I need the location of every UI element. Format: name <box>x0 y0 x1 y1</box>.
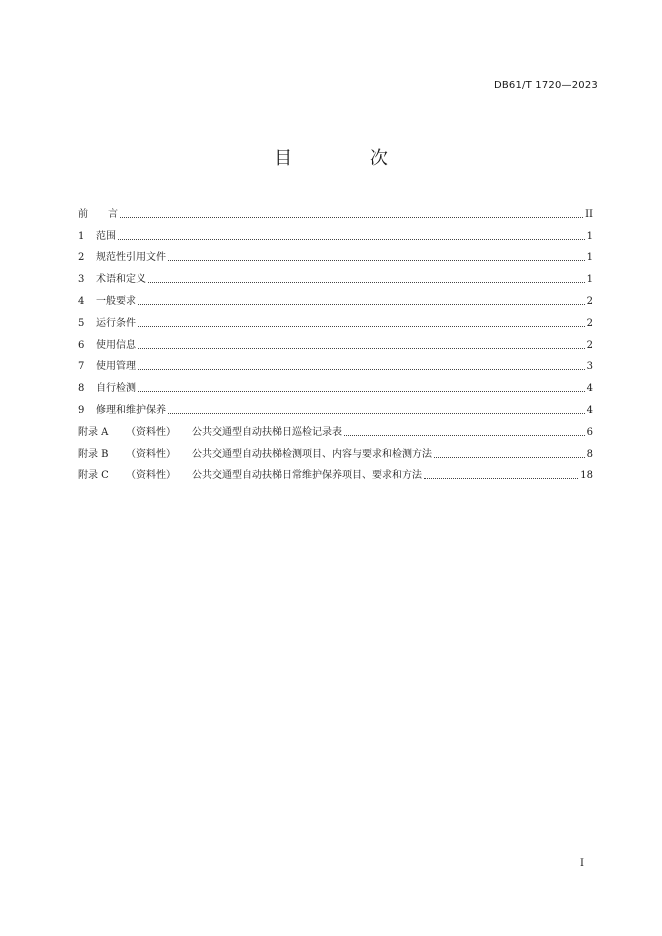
toc-entry-text: 规范性引用文件 <box>96 252 166 264</box>
toc-entry-page: II <box>585 208 593 220</box>
toc-entry-text: 范围 <box>96 230 116 242</box>
page-number: I <box>580 858 584 869</box>
toc-entry-page: 8 <box>586 448 593 460</box>
toc-entry-number: 9 <box>78 404 85 416</box>
toc-entry-page: 3 <box>586 361 593 373</box>
toc-leader-dots <box>138 391 585 392</box>
toc-leader-dots <box>118 239 585 240</box>
toc-entry-3[interactable] <box>78 265 593 287</box>
toc-leader-dots <box>138 304 585 305</box>
toc-entry-page: 2 <box>586 295 593 307</box>
toc-entry-page: 1 <box>586 274 593 286</box>
toc-entry-number: 8 <box>78 383 85 395</box>
toc-entry-text: 修理和维护保养 <box>96 404 166 416</box>
appendix-label: 附录 C <box>78 470 109 482</box>
toc-entry-foreword[interactable] <box>78 200 593 222</box>
toc-leader-dots <box>424 478 578 479</box>
toc-entry-page: 2 <box>586 339 593 351</box>
toc-entry-page: 1 <box>586 252 593 264</box>
document-code: DB61/T 1720—2023 <box>493 80 598 91</box>
toc-entry-appendix-c[interactable] <box>78 462 593 484</box>
toc-entry-page: 1 <box>586 230 593 242</box>
toc-entry-6[interactable] <box>78 331 593 353</box>
toc-entry-text: 公共交通型自动扶梯日巡检记录表 <box>192 426 342 438</box>
toc-entry-appendix-b[interactable] <box>78 440 593 462</box>
toc-entry-text: 一般要求 <box>96 295 136 307</box>
toc-leader-dots <box>168 260 585 261</box>
toc-entry-1[interactable] <box>78 222 593 244</box>
toc-entry-text: 前 言 <box>78 208 118 220</box>
toc-entry-page: 2 <box>586 317 593 329</box>
toc-entry-7[interactable] <box>78 353 593 375</box>
toc-entry-text: 公共交通型自动扶梯检测项目、内容与要求和检测方法 <box>192 448 432 460</box>
toc-leader-dots <box>344 435 585 436</box>
toc-entry-page: 18 <box>580 470 593 482</box>
toc-entry-appendix-a[interactable] <box>78 418 593 440</box>
toc-leader-dots <box>434 457 585 458</box>
toc-entry-text: 公共交通型自动扶梯日常维护保养项目、要求和方法 <box>192 470 422 482</box>
toc-entry-text: 使用信息 <box>96 339 136 351</box>
toc-entry-2[interactable] <box>78 244 593 266</box>
appendix-kind: （资料性） <box>126 470 176 482</box>
toc-entry-number: 3 <box>78 274 85 286</box>
appendix-label: 附录 A <box>78 426 109 438</box>
toc-entry-number: 2 <box>78 252 85 264</box>
table-of-contents <box>78 200 593 483</box>
toc-entry-text: 使用管理 <box>96 361 136 373</box>
toc-entry-text: 术语和定义 <box>96 274 146 286</box>
appendix-kind: （资料性） <box>126 448 176 460</box>
appendix-kind: （资料性） <box>126 426 176 438</box>
toc-entry-page: 4 <box>586 404 593 416</box>
toc-entry-number: 5 <box>78 317 85 329</box>
toc-entry-text: 运行条件 <box>96 317 136 329</box>
toc-entry-page: 6 <box>586 426 593 438</box>
toc-entry-8[interactable] <box>78 374 593 396</box>
toc-leader-dots <box>120 217 583 218</box>
toc-entry-4[interactable] <box>78 287 593 309</box>
toc-entry-number: 6 <box>78 339 85 351</box>
toc-entry-5[interactable] <box>78 309 593 331</box>
toc-entry-page: 4 <box>586 383 593 395</box>
toc-leader-dots <box>168 413 585 414</box>
toc-entry-number: 1 <box>78 230 85 242</box>
toc-leader-dots <box>148 282 585 283</box>
toc-leader-dots <box>138 326 585 327</box>
toc-entry-number: 7 <box>78 361 85 373</box>
toc-entry-9[interactable] <box>78 396 593 418</box>
page-title: 目 次 <box>274 148 424 169</box>
toc-leader-dots <box>138 369 585 370</box>
toc-entry-text: 自行检测 <box>96 383 136 395</box>
appendix-label: 附录 B <box>78 448 109 460</box>
toc-entry-number: 4 <box>78 295 85 307</box>
toc-leader-dots <box>138 348 585 349</box>
